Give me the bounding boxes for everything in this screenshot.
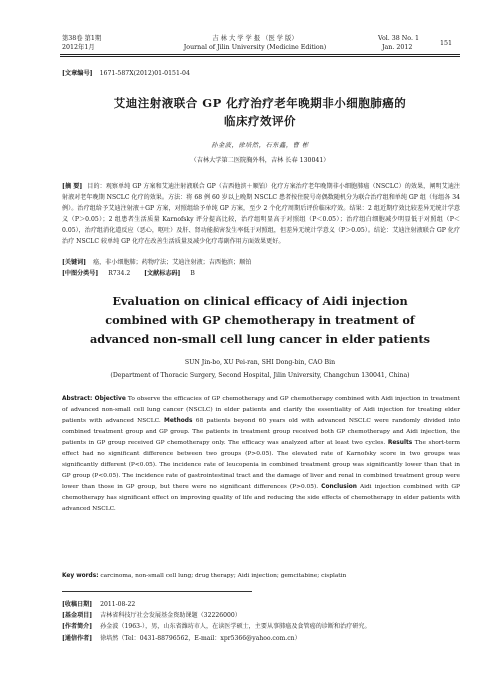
abstract-en-conclusion-label: Conclusion — [321, 484, 357, 491]
abstract-cn-label: [摘 要] — [62, 183, 83, 190]
header-rule-bottom — [60, 56, 460, 57]
footnote-author — [62, 621, 460, 632]
corresponding-value: 徐培然（Tel：0431-88796562，E-mail：xpr5366@yahoo.com.cn） — [100, 634, 301, 642]
authors-en: SUN Jin-bo, XU Pei-ran, SHI Dong-bin, CAO Bin — [184, 359, 336, 366]
abstract-en — [62, 394, 460, 516]
footnotes — [62, 599, 460, 644]
header-date-en: Jan. 2012 — [382, 44, 413, 51]
received-value: 2011-08-22 — [100, 601, 136, 608]
received-label: [收稿日期] — [62, 601, 93, 608]
header-rule-top — [60, 54, 460, 55]
title-cn-line2: 临床疗效评价 — [224, 114, 296, 128]
title-en-line1: Evaluation on clinical efficacy of Aidi injection — [112, 294, 408, 308]
abstract-cn — [62, 181, 460, 247]
footnote-rule — [62, 591, 252, 592]
abstract-cn-text: 目的：观察单纯 GP 方案和艾迪注射液联合 GP（吉西他滨＋顺铂）化疗方案治疗老年晚期非小细胞肺癌（NSCLC）的效果，阐明艾迪注射液对老年晚期 NSCLC 化疗的效果。方法：将 68 例 60 岁以上晚期 NSCLC 患者按住院号奇偶数随机分为联合治疗组和单纯 GP 组（每组各 34 例）。治疗组给予艾迪注射液＋GP 方案，对照组给予单纯 GP 方案，至少 2 个化疗周期后评价临床疗效。结果：2 组近期疗效比较差异无统计学意义（P＞0.05）；2 组患者生活质量 Karnofsky 评分提高比较，治疗组明显高于对照组（P＜0.05）；治疗组白细胞减少明显低于对照组（P＜0.05），治疗组消化道反应（恶心，呕吐）及肝、肾功能损害发生率低于对照组，但差异无统计学意义（P＞0.05）。结论：艾迪注射液联合 GP 化疗治疗 NSCLC 较单纯 GP 化疗在改善生活质量及减少化疗毒副作用方面效果更好。 — [62, 183, 461, 246]
article-id-value: 1671-587X(2012)01-0151-04 — [99, 70, 190, 77]
header-journal-cn: 吉 林 大 学 学 报 （医 学 版） — [212, 35, 298, 42]
footnote-received — [62, 599, 460, 610]
abstract-en-results-label: Results — [387, 440, 413, 447]
header-vol-issue-en: Vol. 38 No. 1 — [378, 35, 419, 42]
fund-value: 吉林省科技厅社会发展基金资助课题（32226000） — [100, 612, 241, 620]
affiliation-en: (Department of Thoracic Surgery, Second Hospital, Jilin University, Changchun 130041, China) — [110, 372, 410, 379]
author-bio-value: 孙金波（1963-），男，山东省潍坊市人，在读医学硕士，主要从事肺癌及食管癌的诊断和治疗研究。 — [100, 623, 371, 631]
abstract-en-conclusion-text: Aidi injection combined with GP chemotherapy has significant effect on improving quality of life and reducing the side effects of chemotherapy in elder patients with advanced NSCLC. — [62, 484, 460, 513]
footnote-corresponding — [62, 633, 460, 644]
clc-label: [中图分类号] — [62, 270, 99, 277]
abstract-en-label: Abstract: Objective — [62, 396, 126, 402]
footnote-fund — [62, 610, 460, 621]
fund-label: [基金项目] — [62, 612, 93, 620]
keywords-en-label: Key words: — [62, 573, 99, 579]
page-number: 151 — [440, 40, 453, 47]
clc-value: R734.2 — [108, 270, 131, 277]
header-journal-en: Journal of Jilin University (Medicine Edition) — [183, 44, 327, 51]
abstract-en-methods-label: Methods — [164, 418, 193, 425]
affiliation-cn: （吉林大学第二医院胸外科，吉林 长春 130041） — [190, 157, 330, 164]
header-vol-issue-cn: 第38卷 第1期 — [62, 35, 102, 42]
keywords-cn — [62, 257, 460, 268]
keywords-en — [62, 571, 460, 582]
doc-code-label: [文献标志码] — [144, 270, 181, 277]
article-id — [62, 68, 190, 79]
keywords-en-text: carcinoma, non-small cell lung; drug therapy; Aidi injection; gemcitabine; cisplatin — [98, 573, 347, 579]
title-cn-line1: 艾迪注射液联合 GP 化疗治疗老年晚期非小细胞肺癌的 — [113, 96, 407, 110]
keywords-cn-label: [关键词] — [62, 259, 87, 266]
abstract-en-results-text: The short-term effect had no significant difference between two groups (P>0.05). The elevated rate of Karnofsky score in two groups was significantly different (P<0.05). The incidence rate of leucopenia in combined treatment group was significantly lower than that in GP group (P<0.05). The incidence rate of gastrointestinal tract and the damage of liver and renal in combined treatment group were lower than those in GP group, but there were no significant differences (P>0.05). — [62, 440, 460, 491]
title-en-line3: advanced non-small cell lung cancer in elder patients — [89, 332, 431, 346]
abstract-en-objective-text: To observe the efficacies of GP chemotherapy and GP chemotherapy combined with Aidi injection in treatment of advanced non-small cell lung cancer (NSCLC) in elder patients and clarify the essentiality of Aidi injection for treating elder patients with advanced NSCLC. — [62, 396, 460, 425]
abstract-en-methods-text: 68 patients beyond 60 years old with advanced NSCLC were randomly divided into combined treatment group and GP group. The patients in treatment group received both GP chemotherapy and Aidi injection, the patients in GP group received GP chemotherapy only. The efficacy was analyzed after at least two cycles. — [62, 418, 460, 447]
keywords-cn-text: 癌，非小细胞肺；药物疗法；艾迪注射液；吉西他滨；顺铂 — [93, 259, 252, 266]
corresponding-label: [通信作者] — [62, 634, 93, 642]
title-en-line2: combined with GP chemotherapy in treatment of — [105, 313, 415, 327]
article-id-label: [文章编号] — [62, 70, 93, 77]
header-date-cn: 2012年1月 — [62, 44, 95, 51]
doc-code-value: B — [190, 270, 195, 277]
authors-cn: 孙金波，徐培然，石东鑫，曹 彬 — [211, 142, 309, 149]
classification — [62, 268, 460, 279]
author-bio-label: [作者简介] — [62, 623, 93, 631]
